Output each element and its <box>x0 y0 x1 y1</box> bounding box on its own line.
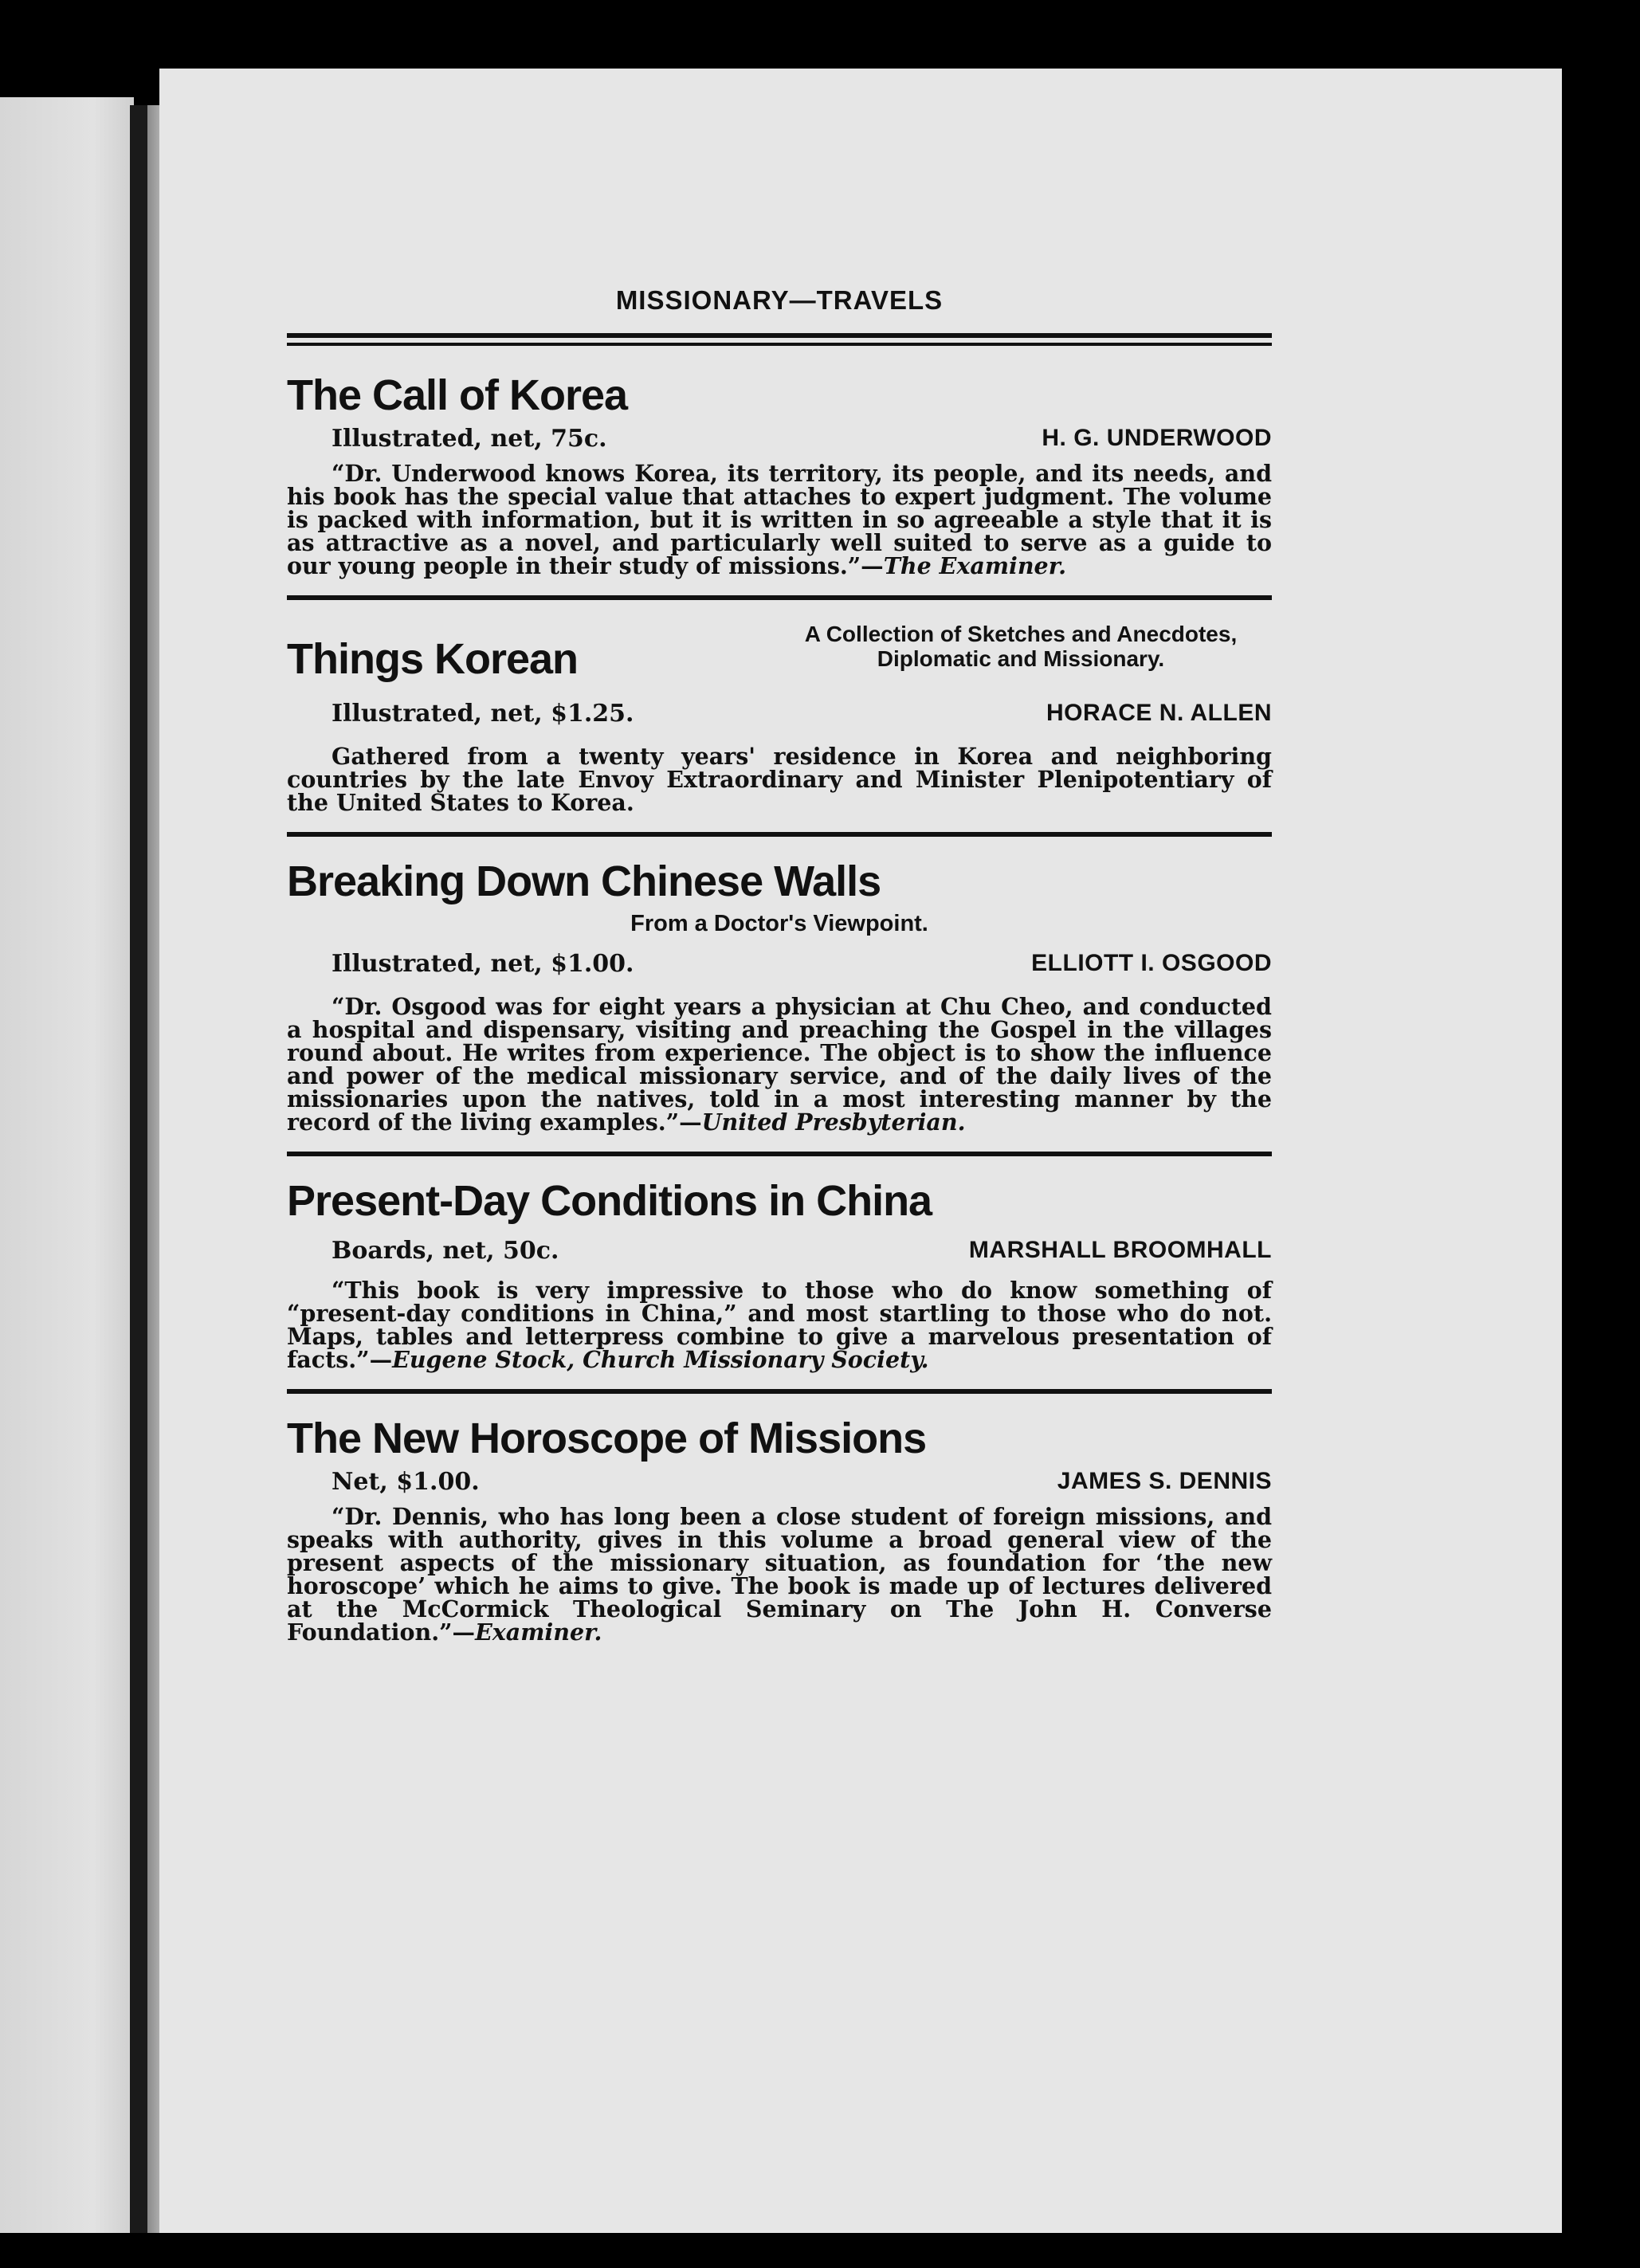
book-author: ELLIOTT I. OSGOOD <box>1031 949 1272 976</box>
book-review <box>287 992 1272 1136</box>
book-entry-call-of-korea <box>287 373 1272 578</box>
book-meta <box>287 700 1272 728</box>
book-entry-things-korean <box>287 622 1272 814</box>
entry-divider <box>287 1389 1272 1394</box>
entry-divider <box>287 1152 1272 1156</box>
section-heading: MISSIONARY—TRAVELS <box>615 285 944 315</box>
book-author: JAMES S. DENNIS <box>1057 1467 1272 1494</box>
entry-divider <box>287 595 1272 600</box>
book-review <box>287 1276 1272 1373</box>
heading-double-rule <box>287 333 1272 346</box>
book-meta <box>287 950 1272 978</box>
book-meta <box>287 425 1272 453</box>
book-subtitle <box>770 622 1272 672</box>
book-title: Things Korean <box>287 635 579 683</box>
review-source: United Presbyterian. <box>701 1108 966 1136</box>
book-title: The New Horoscope of Missions <box>287 1414 927 1462</box>
book-title: Present-Day Conditions in China <box>287 1176 932 1225</box>
page-content <box>287 285 1272 1644</box>
book-price: Net, $1.00. <box>332 1467 480 1496</box>
book-title: The Call of Korea <box>287 371 628 419</box>
book-author: H. G. UNDERWOOD <box>1042 424 1272 451</box>
book-meta <box>287 1237 1272 1265</box>
book-price: Illustrated, net, $1.25. <box>332 699 634 728</box>
book-author: HORACE N. ALLEN <box>1046 699 1272 726</box>
book-description <box>287 742 1272 816</box>
book-review <box>287 459 1272 579</box>
entry-divider <box>287 832 1272 837</box>
review-quote: “Dr. Dennis, who has long been a close student of foreign missions, and speaks with authority, gives in this volume a broad general view of the present aspects of the missionary situation, as foundation for ‘the new horoscope’ which he aims to give. The book is made up of lectures delivered at the McCormick Theological Seminary on The John H. Converse Foundation.”— <box>287 1502 1272 1646</box>
book-entry-new-horoscope-of-missions <box>287 1416 1272 1644</box>
book-meta <box>287 1468 1272 1496</box>
book-entry-present-day-conditions <box>287 1176 1272 1373</box>
book-price: Illustrated, net, $1.00. <box>332 949 634 978</box>
book-review <box>287 1502 1272 1646</box>
book-price: Illustrated, net, 75c. <box>332 424 607 453</box>
book-price: Boards, net, 50c. <box>332 1236 559 1265</box>
book-author: MARSHALL BROOMHALL <box>968 1236 1272 1263</box>
book-spine <box>130 105 147 2233</box>
review-quote: “This book is very impressive to those who do know something of “present-day conditions in China,” and most startling to those who do not. Maps, tables and letterpress combine to give a marvelous presentation of facts.”— <box>287 1276 1272 1373</box>
subtitle-line-2: Diplomatic and Missionary. <box>877 645 1165 671</box>
review-source: Examiner. <box>475 1618 602 1646</box>
book-subtitle: From a Doctor's Viewpoint. <box>630 910 928 936</box>
review-source: Eugene Stock, Church Missionary Society. <box>392 1345 929 1373</box>
book-entry-breaking-down-chinese-walls <box>287 859 1272 1134</box>
title-row <box>287 622 1272 682</box>
review-quote: “Dr. Underwood knows Korea, its territory, its people, and its needs, and his book has the special value that attaches to expert judgment. The volume is packed with information, but it is written in so agreeable a style that it is as attractive as a novel, and particularly well suited to serve as a guide to our young people in their study of missions.”— <box>287 459 1272 579</box>
left-page-edge <box>0 97 134 2233</box>
subtitle-line-1: A Collection of Sketches and Anecdotes, <box>804 622 1238 646</box>
book-title: Breaking Down Chinese Walls <box>287 857 881 905</box>
description-text: Gathered from a twenty years' residence in Korea and neighboring countries by the late Envoy Extraordinary and Minister Plenipotentiary of the United States to Korea. <box>287 742 1272 816</box>
review-quote: “Dr. Osgood was for eight years a physician at Chu Cheo, and conducted a hospital and dispensary, visiting and preaching the Gospel in the villages round about. He writes from experience. The object is to show the influence and power of the medical missionary service, and of the daily lives of the missionaries upon the natives, told in a most interesting manner by the record of the living examples.”— <box>287 992 1272 1136</box>
review-source: The Examiner. <box>883 551 1067 579</box>
